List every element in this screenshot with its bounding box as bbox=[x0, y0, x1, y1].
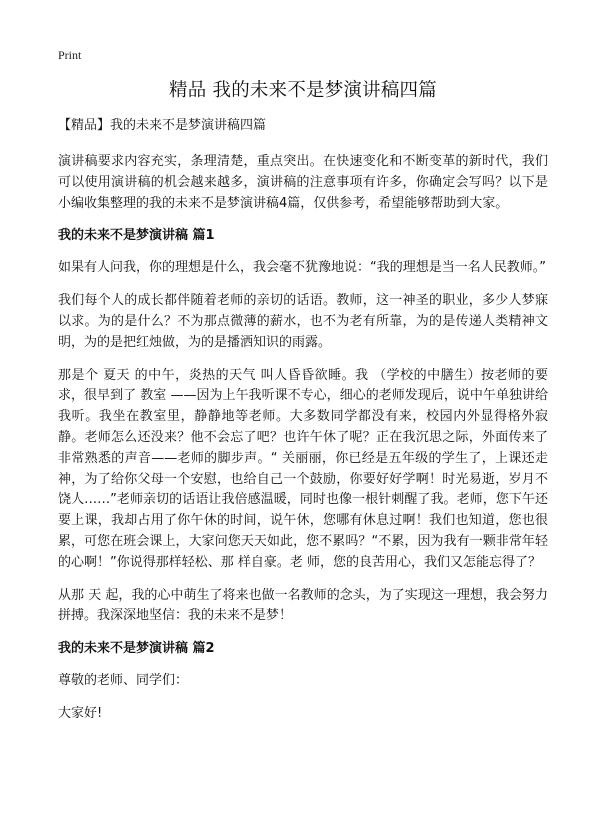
section1-paragraph: 那是个 夏天 的中午，炎热的天气 叫人昏昏欲睡。我 （学校的中膳生）按老师的要求，很早到了 教室 ——因为上午我听课不专心，细心的老师发现后，说中午单独讲给我听。我坐在教室里，静静地等老师。大多数同学都没有来，校园内外显得格外寂静。老师怎么还没来？他不会忘了吧？也许午休了呢？正在我沉思之际，外面传来了非常熟悉的声音——老师的脚步声。“ 关丽丽，你已经是五年级的学生了，上课还走神，为了给你父母一个安慰，也给自己一个鼓励，你要好好学啊！时光易逝，岁月不饶人……”老师亲切的话语让我倍感温暖，同时也像一根针刺醒了我。老师，您下午还要上课，我却占用了你午休的时间，说午休，您哪有休息过啊！我们也知道，您也很累，可您在班会课上，大家问您天天如此，您不累吗？“不累，因为我有一颗非常年轻的心啊！”你说得那样轻松、那 样自豪。老 师，您的良苦用心，我们又怎能忘得了？ bbox=[58, 367, 548, 570]
section2-paragraph: 尊敬的老师、同学们： bbox=[58, 673, 189, 689]
section2-paragraph: 大家好! bbox=[58, 705, 103, 721]
intro-paragraph: 演讲稿要求内容充实，条理清楚，重点突出。在快速变化和不断变革的新时代，我们可以使用演讲稿的机会越来越多，演讲稿的注意事项有许多，你确定会写吗？以下是小编收集整理的我的未来不是梦演讲稿4篇，仅供参考，希望能够帮助到大家。 bbox=[58, 154, 548, 211]
section-heading-1: 我的未来不是梦演讲稿 篇1 bbox=[58, 228, 215, 244]
print-link[interactable]: Print bbox=[58, 48, 82, 62]
page-title: 精品 我的未来不是梦演讲稿四篇 bbox=[169, 80, 437, 101]
section1-paragraph: 如果有人问我，你的理想是什么，我会毫不犹豫地说：“我的理想是当一名人民教师。” bbox=[58, 260, 546, 276]
section-heading-2: 我的未来不是梦演讲稿 篇2 bbox=[58, 641, 215, 657]
document-body bbox=[58, 78, 548, 725]
section1-paragraph: 我们每个人的成长都伴随着老师的亲切的话语。教师，这一神圣的职业，多少人梦寐以求。为的是什么？不为那点微薄的薪水，也不为老有所靠，为的是传递人类精神文明，为的是把红烛做，为的是播洒知识的雨露。 bbox=[58, 293, 548, 350]
document-subtitle: 【精品】我的未来不是梦演讲稿四篇 bbox=[58, 118, 267, 133]
section1-paragraph: 从那 天 起，我的心中萌生了将来也做一名教师的念头，为了实现这一理想，我会努力拼搏。我深深地坚信：我的未来不是梦！ bbox=[58, 587, 548, 624]
